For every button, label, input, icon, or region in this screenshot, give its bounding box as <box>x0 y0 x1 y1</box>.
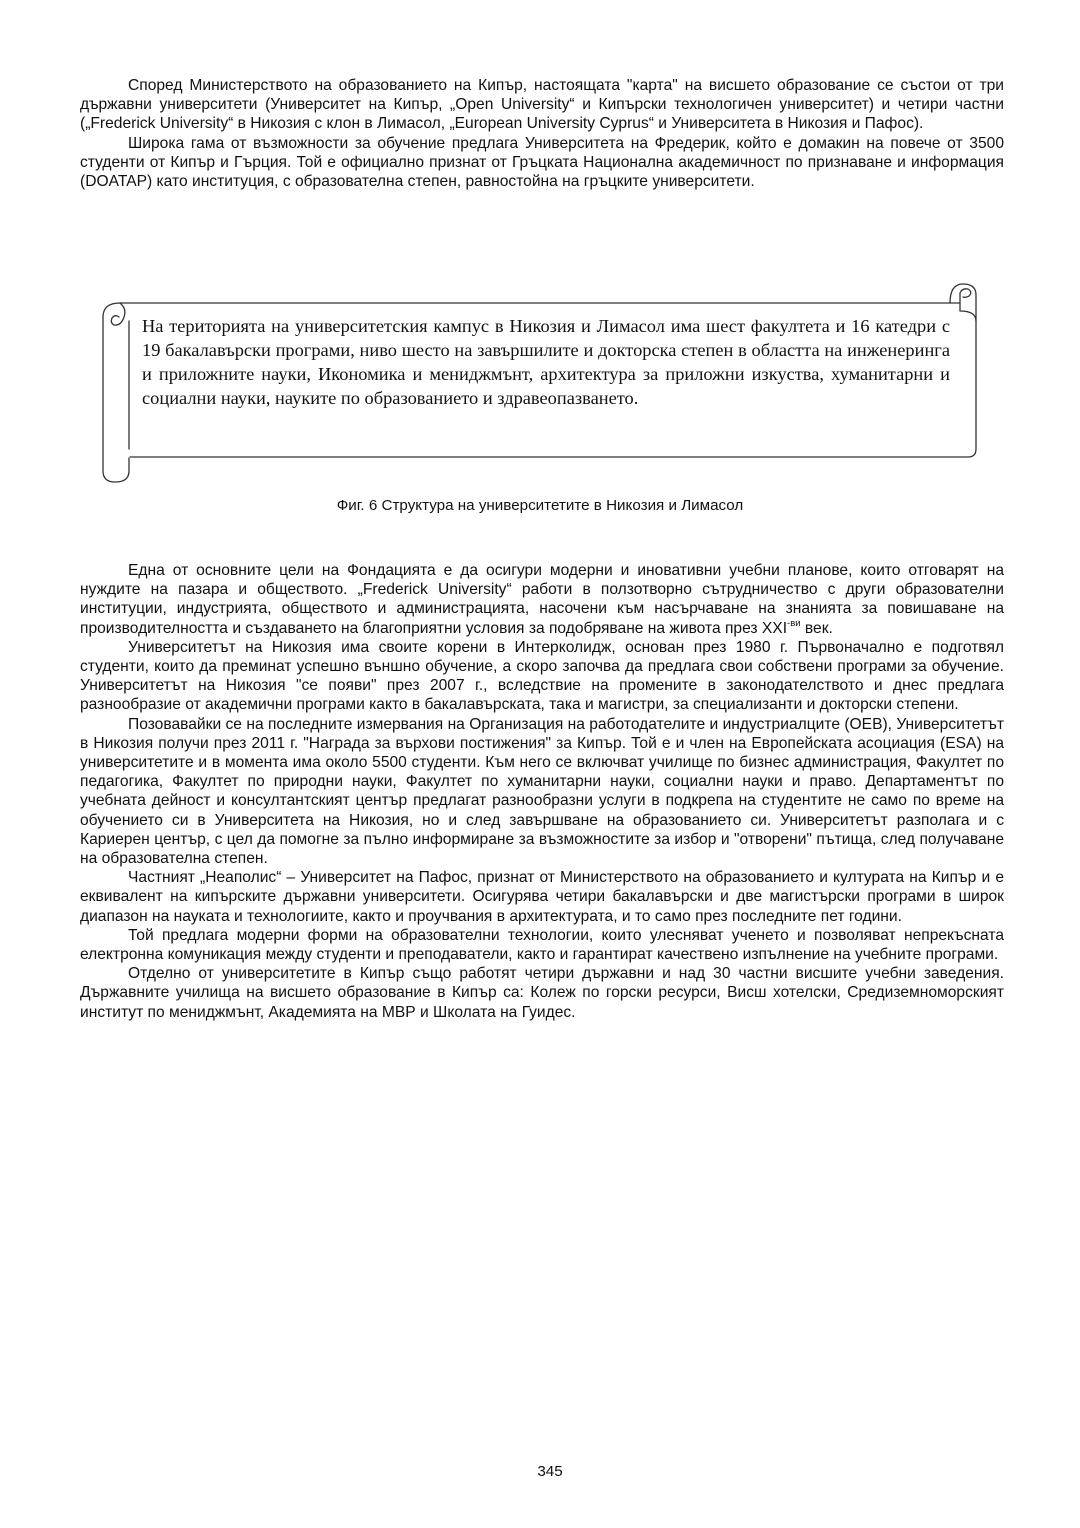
body-paragraph-5: Той предлага модерни форми на образователни технологии, които улесняват ученето и позволяват непрекъсната електронна комуникация между студенти и преподаватели, както и гарантират качествено изпълнение на учебните програми. <box>80 926 1004 964</box>
body-paragraph-4: Частният „Неаполис“ – Университет на Пафос, признат от Министерството на образованието и културата на Кипър и е еквивалент на кипърските държавни университети. Осигурява четири бакалавърски и две магистърски програми в широк диапазон на науката и технологиите, както и проучвания в архитектурата, и то само през последните пет години. <box>80 869 1004 925</box>
figure-scroll <box>102 281 980 484</box>
intro-section <box>80 76 1004 191</box>
page-number: 345 <box>537 1463 563 1480</box>
body-paragraph-2: Университетът на Никозия има своите корени в Интерколидж, основан през 1980 г. Първоначално е подготвял студенти, които да преминат успешно външно обучение, а скоро започва да предлага свои собствени програми за обучение. Университетът на Никозия "се появи" през 2007 г., вследствие на промените в законодателството и днес предлага разнообразие от академични програми както в бакалавърската, така и магистри, за специализанти и докторски степени. <box>80 638 1004 714</box>
body-paragraph-1-end: век. <box>800 619 833 637</box>
scroll-text: На територията на университетския кампус в Никозия и Лимасол има шест факултета и 16 катедри с 19 бакалавърски програми, ниво шесто на завършилите и докторска степен в областта на инженеринга и приложните науки, Икономика и мениджмънт, архитектура за приложни изкуства, хуманитарни и социални науки, науките по образованието и здравеопазването. <box>142 316 950 408</box>
body-paragraph-1-text: Една от основните цели на Фондацията е да осигури модерни и иновативни учебни планове, които отговарят на нуждите на пазара и обществото. „Frederick University“ работи в ползотворно сътрудничество с други образователни институции, индустрията, обществото и администрацията, насочени към насърчаване на знанията за повишаване на производителността и създаването на благоприятни условия за подобряване на живота през XXI <box>80 562 1004 637</box>
body-section <box>80 561 1004 1022</box>
century-suffix: -ви <box>787 617 801 629</box>
body-paragraph-1 <box>80 561 1004 638</box>
body-paragraph-6: Отделно от университетите в Кипър също работят четири държавни и над 30 частни висшите учебни заведения. Държавните училища на висшето образование в Кипър са: Колеж по горски ресурси, Висш хотелски, Средиземноморският институт по мениджмънт, Академията на МВР и Школата на Гуидес. <box>80 965 1004 1021</box>
body-paragraph-3: Позовавайки се на последните измервания на Организация на работодателите и индустриалците (ОЕВ), Университетът в Никозия получи през 2011 г. "Награда за върхови постижения" за Кипър. Той е и член на Европейската асоциация (ESA) на университетите и в момента има около 5500 студенти. Към него се включват училище по бизнес администрация, Факултет по педагогика, Факултет по природни науки, Факултет по хуманитарни науки, социални науки и право. Департаментът по учебната дейност и консултантският център предлагат разнообразни услуги в подкрепа на студентите не само по време на обучението си в Университета на Никозия, но и след завършване на образованието си. Университетът разполага и с Кариерен център, с цел да помогне за пълно информиране за възможностите за избор и "отворени" пътища, след получаване на образователна степен. <box>80 715 1004 868</box>
intro-paragraph-1: Според Министерството на образованието на Кипър, настоящата "карта" на висшето образование се състои от три държавни университети (Университет на Кипър, „Open University“ и Кипърски технологичен университет) и четири частни („Frederick University“ в Никозия с клон в Лимасол, „European University Cyprus“ и Университета в Никозия и Пафос). <box>80 77 1004 133</box>
figure-caption: Фиг. 6 Структура на университетите в Никозия и Лимасол <box>336 497 744 514</box>
intro-paragraph-2: Широка гама от възможности за обучение предлага Университета на Фредерик, който е домакин на повече от 3500 студенти от Кипър и Гърция. Той е официално признат от Гръцката Национална академичност по признаване и информация (DOATAP) като институция, с образователна степен, равностойна на гръцките университети. <box>80 134 1004 191</box>
